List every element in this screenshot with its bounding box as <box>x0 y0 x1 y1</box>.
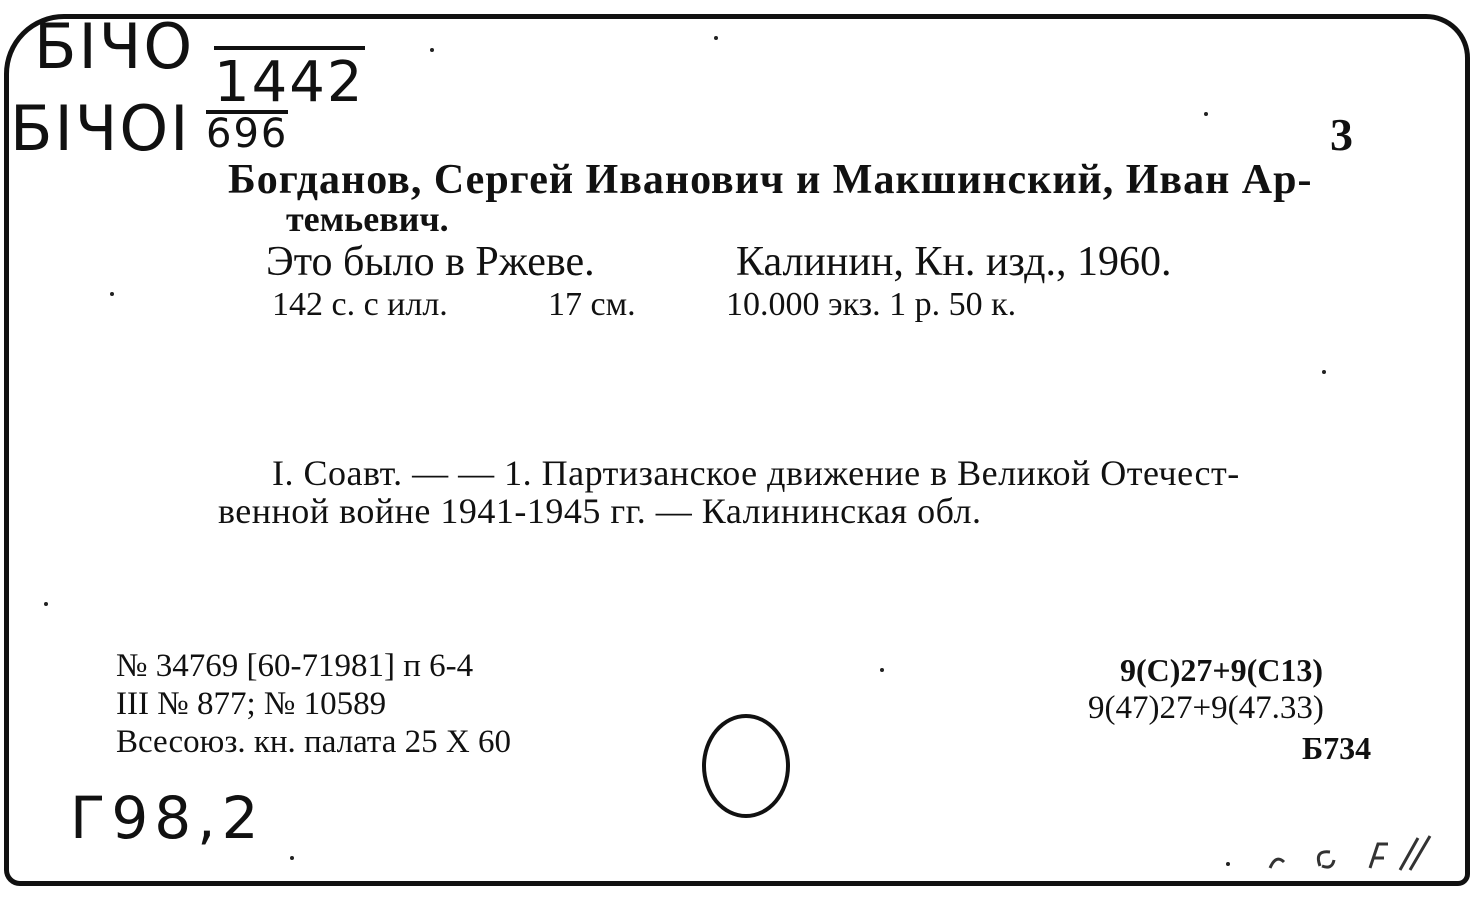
scan-speck <box>44 602 48 606</box>
classification-line-2: 9(47)27+9(47.33) <box>1088 690 1324 726</box>
book-title: Это было в Ржеве. <box>266 239 595 285</box>
scan-speck <box>714 36 718 40</box>
handwritten-code-2-left: БІЧОІ <box>10 92 191 165</box>
pencil-marks <box>1250 828 1440 880</box>
scan-speck <box>1226 862 1230 866</box>
author-line-2: темьевич. <box>286 199 449 239</box>
handwritten-code-1-right: 1442 <box>214 46 365 115</box>
registry-line-3: Всесоюз. кн. палата 25 X 60 <box>116 724 511 760</box>
scan-speck <box>1204 112 1208 116</box>
classification-line-1: 9(С)27+9(С13) <box>1120 652 1324 688</box>
scan-speck <box>110 292 114 296</box>
subjects-line-2: венной войне 1941-1945 гг. — Калининская обл. <box>218 491 982 531</box>
card-number: 3 <box>1330 109 1353 160</box>
punch-hole-circle <box>702 714 790 818</box>
registry-line-2: III № 877; № 10589 <box>116 686 387 722</box>
scan-speck <box>1322 370 1326 374</box>
scan-speck <box>430 48 434 52</box>
scan-speck <box>290 856 294 860</box>
page-count: 142 с. с илл. <box>272 286 448 323</box>
author-line-1: Богданов, Сергей Иванович и Макшинский, Иван Ар- <box>228 157 1313 203</box>
handwritten-code-1-left: БІЧО <box>34 10 195 83</box>
subjects-line-1: I. Соавт. — — 1. Партизанское движение в Великой Отечест- <box>272 453 1240 493</box>
book-imprint: Калинин, Кн. изд., 1960. <box>736 239 1172 285</box>
handwritten-shelf-mark: Г98,2 <box>70 784 265 852</box>
handwritten-code-2-right: 696 <box>206 111 289 157</box>
book-size: 17 см. <box>548 286 636 323</box>
registry-line-1: № 34769 [60-71981] п 6-4 <box>116 648 474 684</box>
classification-line-3: Б734 <box>1302 730 1372 766</box>
print-run-price: 10.000 экз. 1 р. 50 к. <box>726 286 1017 323</box>
scan-speck <box>880 668 884 672</box>
